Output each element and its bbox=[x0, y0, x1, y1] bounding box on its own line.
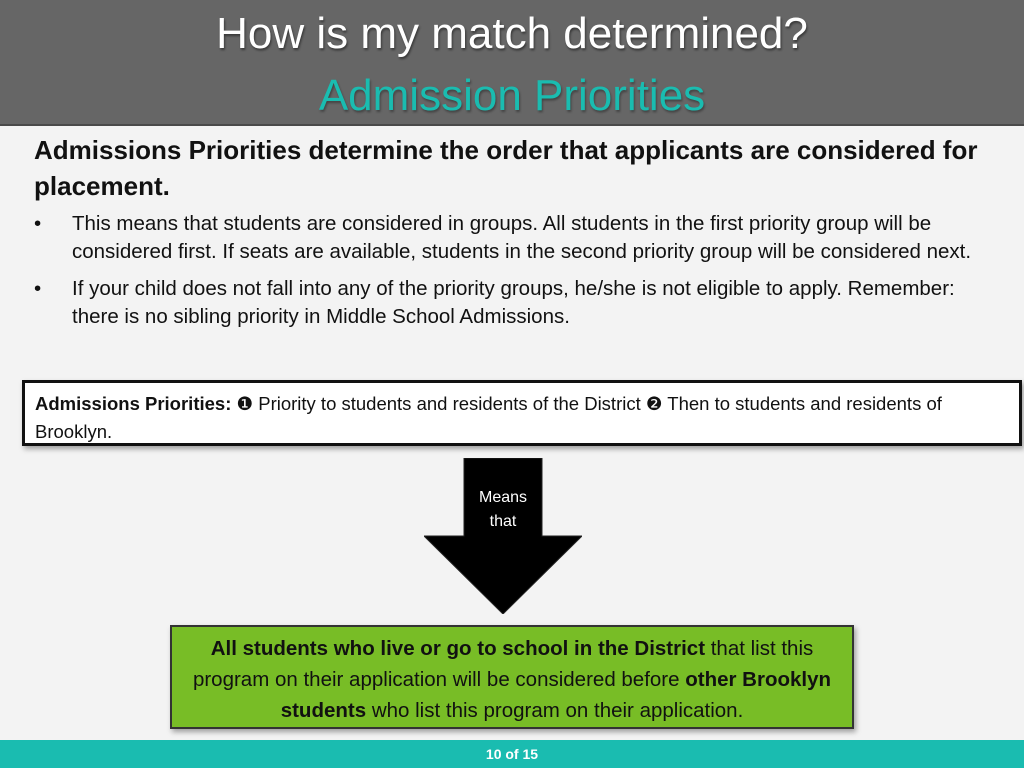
priorities-box bbox=[22, 380, 1022, 446]
priorities-label: Admissions Priorities: bbox=[35, 393, 232, 414]
down-arrow-icon bbox=[424, 458, 582, 614]
bullet-dot-icon: • bbox=[34, 277, 42, 300]
headline: Admissions Priorities determine the order that applicants are considered for placement. bbox=[34, 135, 978, 201]
arrow-label-line-2: that bbox=[489, 513, 517, 530]
arrow-label-line-1: Means bbox=[478, 489, 528, 506]
bullet-item bbox=[34, 275, 1004, 330]
bullet-item bbox=[34, 210, 1004, 265]
result-bold-1: All students who live or go to school in the District bbox=[210, 637, 706, 660]
result-box bbox=[170, 625, 854, 729]
priority-2-marker-icon: ❷ bbox=[645, 393, 663, 414]
arrow-label bbox=[464, 486, 542, 534]
slide-subtitle: Admission Priorities bbox=[318, 71, 706, 120]
priority-1-text: Priority to students and residents of the District bbox=[253, 393, 646, 414]
bullet-text: This means that students are considered in groups. All students in the first priority group will be considered first. If seats are available, students in the second priority group will be considered next. bbox=[72, 212, 972, 263]
slide-header bbox=[0, 0, 1024, 126]
bullet-dot-icon: • bbox=[34, 212, 42, 235]
priority-1-marker-icon: ❶ bbox=[236, 393, 254, 414]
result-text-2: who list this program on their application. bbox=[366, 699, 744, 722]
page-number: 10 of 15 bbox=[485, 746, 539, 762]
bullet-text: If your child does not fall into any of the priority groups, he/she is not eligible to apply. Remember: there is no sibling priority in Middle School Admissions. bbox=[72, 277, 955, 328]
priority-2-text: Then to students and residents of Brooklyn. bbox=[35, 393, 942, 442]
result-bold-2: other Brooklyn students bbox=[280, 668, 832, 722]
bullet-list bbox=[34, 210, 1004, 340]
slide-title: How is my match determined? bbox=[216, 9, 808, 58]
result-text-1: that list this program on their application will be considered before bbox=[192, 637, 814, 691]
slide-footer bbox=[0, 740, 1024, 768]
